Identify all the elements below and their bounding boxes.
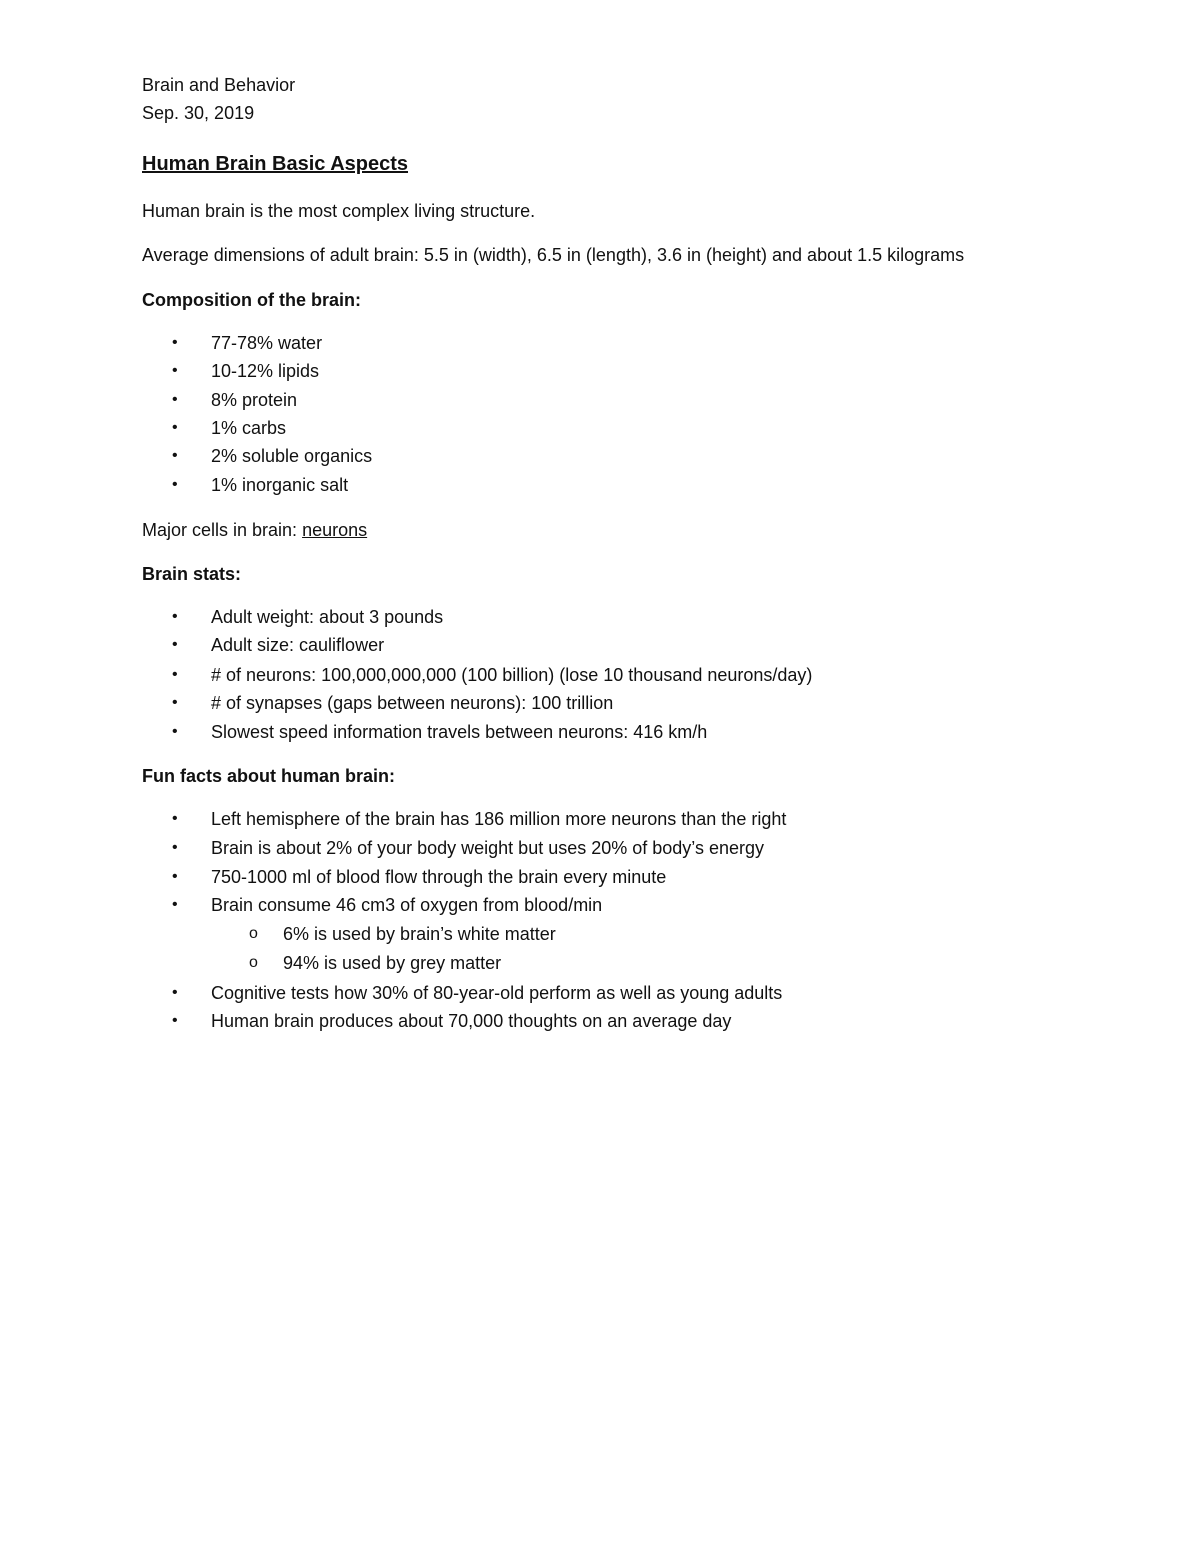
sub-bullet-icon: o xyxy=(249,925,258,942)
dimensions-prefix: Average dimensions of adult brain: xyxy=(142,245,424,265)
composition-heading: Composition of the brain: xyxy=(142,290,361,310)
list-item: Slowest speed information travels between neurons: 416 km/h xyxy=(211,722,708,742)
bullet-icon: • xyxy=(172,334,178,351)
list-item: 2% soluble organics xyxy=(211,446,373,466)
list-item: Adult size: cauliflower xyxy=(211,635,385,655)
list-item: # of neurons: 100,000,000,000 (100 billion) (lose 10 thousand neurons/day) xyxy=(211,665,813,685)
list-item: Brain is about 2% of your body weight but uses 20% of body’s energy xyxy=(211,838,765,858)
list-item: 1% inorganic salt xyxy=(211,475,349,495)
bullet-icon: • xyxy=(172,362,178,379)
major-cells-value: neurons xyxy=(302,520,368,540)
list-item: 8% protein xyxy=(211,390,298,410)
sub-list-item: 94% is used by grey matter xyxy=(283,953,502,973)
list-item: # of synapses (gaps between neurons): 100 trillion xyxy=(211,693,614,713)
list-item: 1% carbs xyxy=(211,418,287,438)
list-item: Human brain produces about 70,000 thoughts on an average day xyxy=(211,1011,732,1031)
bullet-icon: • xyxy=(172,694,178,711)
list-item: 750-1000 ml of blood flow through the brain every minute xyxy=(211,867,667,887)
document-date: Sep. 30, 2019 xyxy=(142,103,255,123)
major-cells-prefix: Major cells in brain: xyxy=(142,520,303,540)
bullet-icon: • xyxy=(172,666,178,683)
dimensions-values: 5.5 in (width), 6.5 in (length), 3.6 in (height) and about 1.5 kilograms xyxy=(423,245,965,265)
bullet-icon: • xyxy=(172,868,178,885)
list-item: Cognitive tests how 30% of 80-year-old perform as well as young adults xyxy=(211,983,783,1003)
bullet-icon: • xyxy=(172,723,178,740)
intro-paragraph: Human brain is the most complex living structure. xyxy=(142,201,536,221)
bullet-icon: • xyxy=(172,636,178,653)
course-name: Brain and Behavior xyxy=(142,75,296,95)
page-title: Human Brain Basic Aspects xyxy=(142,153,409,175)
bullet-icon: • xyxy=(172,984,178,1001)
bullet-icon: • xyxy=(172,419,178,436)
sub-bullet-icon: o xyxy=(249,954,258,971)
list-item: Adult weight: about 3 pounds xyxy=(211,607,444,627)
bullet-icon: • xyxy=(172,476,178,493)
stats-heading: Brain stats: xyxy=(142,564,242,584)
bullet-icon: • xyxy=(172,391,178,408)
bullet-icon: • xyxy=(172,810,178,827)
bullet-icon: • xyxy=(172,896,178,913)
fun-facts-heading: Fun facts about human brain: xyxy=(142,766,396,786)
list-item: 77-78% water xyxy=(211,333,323,353)
major-cells-paragraph xyxy=(142,519,367,541)
list-item: 10-12% lipids xyxy=(211,361,320,381)
dimensions-paragraph xyxy=(142,244,964,266)
bullet-icon: • xyxy=(172,839,178,856)
list-item: Left hemisphere of the brain has 186 million more neurons than the right xyxy=(211,809,787,829)
bullet-icon: • xyxy=(172,1012,178,1029)
bullet-icon: • xyxy=(172,447,178,464)
sub-list-item: 6% is used by brain’s white matter xyxy=(283,924,556,944)
bullet-icon: • xyxy=(172,608,178,625)
list-item: Brain consume 46 cm3 of oxygen from blood/min xyxy=(211,895,603,915)
